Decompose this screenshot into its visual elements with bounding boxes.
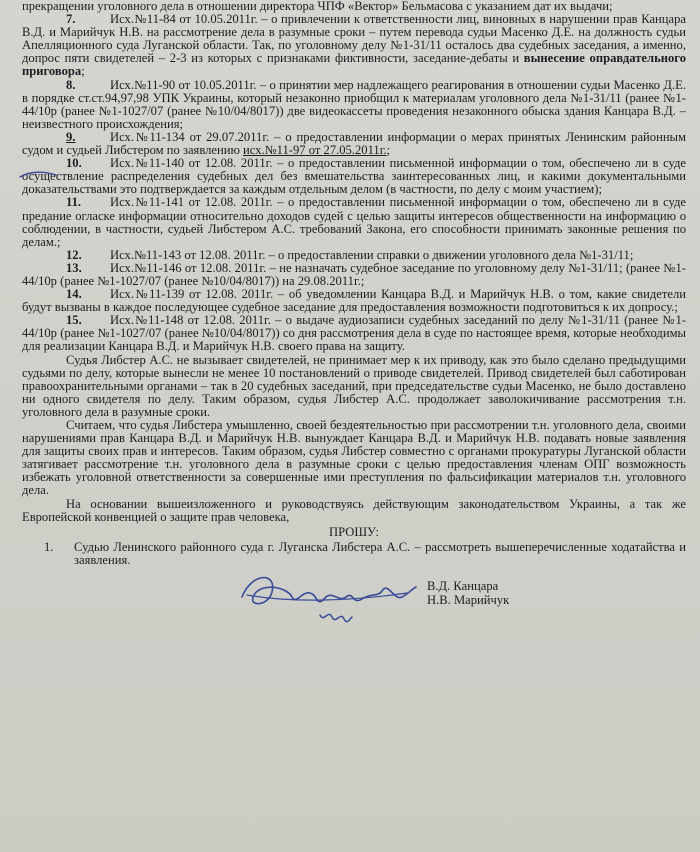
item-number: 11. (66, 195, 82, 210)
item-14 (22, 288, 686, 314)
item-text: Исх.№11-134 от 29.07.2011г. – о предоставлении информации о мерах принятых Ленинским районным судом и судьей Либстером по заявлению (22, 129, 686, 158)
item-number: 9. (66, 129, 76, 144)
paragraph-judge (22, 354, 686, 419)
item-text: Исх.№11-141 от 12.08. 2011г. – о предоставлении письменной информации о том, обеспечено ли в суде предание огласке информации относительно доходов судей с целью защиты интересов общественности на информацию о соблюдении, в частности, судьей Либстером А.С. требований Закона, его способности принимать законные решения по делам.; (22, 195, 686, 249)
item-number: 7. (66, 12, 76, 27)
item-number: 12. (66, 247, 82, 262)
item-number: 10. (66, 156, 82, 171)
signer-name: Н.В. Марийчук (427, 593, 510, 608)
continuation-text: прекращении уголовного дела в отношении директора ЧПФ «Вектор» Бельмасова с указанием дат их выдачи; (22, 0, 613, 13)
handwritten-signature (232, 567, 422, 637)
request-heading: ПРОШУ: (329, 524, 379, 539)
item-bold-text: вынесение оправдательного приговора (22, 51, 687, 79)
item-7: 7. Исх.№11-84 от 10.05.2011г. – о привлечении к ответственности лиц, виновных в нарушении прав Канцара В.Д. и Марийчук Н.В. на рассмотрение дела в разумные сроки – путем перевода судьи Масенко Д.Е. на должность судьи Апелляционного суда Луганской области. Так, по уголовному делу №1-31/11 осталось два судебных заседания, а именно, допрос пяти свидетелей – 2-3 из которых с признаками фиктивности, заседание-дебаты и вынесение оправдательного приговора; (22, 12, 687, 79)
item-8 (22, 79, 686, 131)
request-text: Судью Ленинского районного суда г. Луганска Либстера А.С. – рассмотреть вышеперечисленные ходатайства и заявления. (74, 539, 686, 567)
item-text: Исх.№11-146 от 12.08. 2011г. – не назначать судебное заседание по уголовному делу №1-31/11; (ранее №1-44/10р (ранее №1-1027/07 (ранее №10/04/8017)) на 29.08.2011г.; (22, 260, 686, 288)
item-text: Исх.№11-90 от 10.05.2011г. – о принятии мер надлежащего реагирования в отношении судьи Масенко Д.Е. в порядке ст.ст.94,97,98 УПК Украины, который незаконно приобщил к материалам уголовного дела №1-31/11 (ранее №1-44/10р (ранее №1-1027/07 (ранее №10/04/8017)) две видеокассеты проведения незаконного обыска здания Канцара В.Д. – неизвестного происхождения; (22, 77, 686, 131)
item-number: 8. (66, 77, 76, 92)
paragraph-basis (22, 498, 686, 524)
pen-mark (18, 169, 58, 181)
item-10 (22, 157, 686, 196)
signer-name: В.Д. Канцара (427, 579, 499, 594)
paragraph-text: На основании вышеизложенного и руководствуясь действующим законодательством Украины, а так же Европейской конвенцией о защите прав человека, (22, 496, 686, 524)
item-text: Исх.№11-148 от 12.08. 2011г. – о выдаче аудиозаписи судебных заседаний по делу №1-31/11 (ранее №1-44/10р (ранее №1-1027/07 (ранее №10/04/8017)) со дня рассмотрения дела в суде по настоящее время, которые необходимы для реализации Канцара В.Д. и Марийчук Н.В. своего права на защиту. (22, 313, 686, 354)
item-15 (22, 314, 686, 353)
item-text: Исх.№11-139 от 12.08. 2011г. – об уведомлении Канцара В.Д. и Марийчук Н.В. о том, какие свидетели будут вызваны в каждое последующее судебное заседание для предоставления возможности подготовиться к их допросу.; (22, 287, 686, 315)
paragraph-consider (22, 419, 686, 498)
item-text: Исх.№11-140 от 12.08. 2011г. – о предоставлении письменной информации о том, обеспечено ли в суде осуществление распределения судебных дел без вмешательства заинтересованных лиц, и какими документальными доказательствами это подтверждается за каждым отдельным делом (в частности, по делу с моим участием); (22, 156, 686, 197)
item-number: 14. (66, 287, 82, 302)
item-number: 15. (66, 313, 82, 328)
item-9: 9. Исх.№11-134 от 29.07.2011г. – о предоставлении информации о мерах принятых Ленинским районным судом и судьей Либстером по заявлению исх.№11-97 от 27.05.2011г.; (22, 129, 686, 158)
item-text: Исх.№11-143 от 12.08. 2011г. – о предоставлении справки о движении уголовного дела №1-31/11; (110, 247, 634, 262)
item-number: 13. (66, 260, 82, 275)
reference-link: исх.№11-97 от 27.05.2011г. (243, 143, 387, 158)
signature-area (22, 567, 686, 687)
paragraph-text: Судья Либстер А.С. не вызывает свидетелей, не принимает мер к их приводу, как это было сделано предыдущими судьями по делу, которые вынесли не менее 10 постановлений о приводе свидетелей. Привод свидетелей был саботирован правоохранительными органами – так в 20 судебных заседаний, при председательстве судьи Масенко, не было доставлено ни одного свидетеля по делу. Таким образом, судья Либстер А.С. продолжает заволокичивание рассмотрения т.н. уголовного дела в разумные сроки. (22, 352, 686, 419)
item-text: Исх.№11-84 от 10.05.2011г. – о привлечении к ответственности лиц, виновных в нарушении прав Канцара В.Д. и Марийчук Н.В. на рассмотрение дела в разумные сроки – путем перевода судьи Масенко Д.Е. на должность судьи Апелляционного суда Луганской области. Так, по уголовному делу №1-31/11 осталось два судебных заседания, а именно, допрос пяти свидетелей – 2-3 из которых с признаками фиктивности, заседание-дебаты и (22, 12, 686, 66)
request-number: 1. (44, 539, 54, 554)
item-11 (22, 196, 686, 248)
request-item (44, 541, 686, 567)
signers-block (427, 579, 509, 607)
item-13 (22, 262, 686, 288)
paragraph-text: Считаем, что судья Либстера умышленно, своей бездеятельностью при рассмотрении т.н. уголовного дела, своими нарушениями прав Канцара В.Д. и Марийчук Н.В. вынуждает Канцара В.Д. и Марийчук Н.В. подавать новые заявления для защиты своих прав и интересов. Таким образом, судья Либстер совместно с органами прокуратуры Луганской области затягивает рассмотрение т.н. уголовного дела в разумные сроки с целью предоставления членам ОПГ возможность избежать уголовной ответственности за совершенные ими преступления по фальсификации материалов т.н. уголовного дела. (22, 418, 686, 498)
